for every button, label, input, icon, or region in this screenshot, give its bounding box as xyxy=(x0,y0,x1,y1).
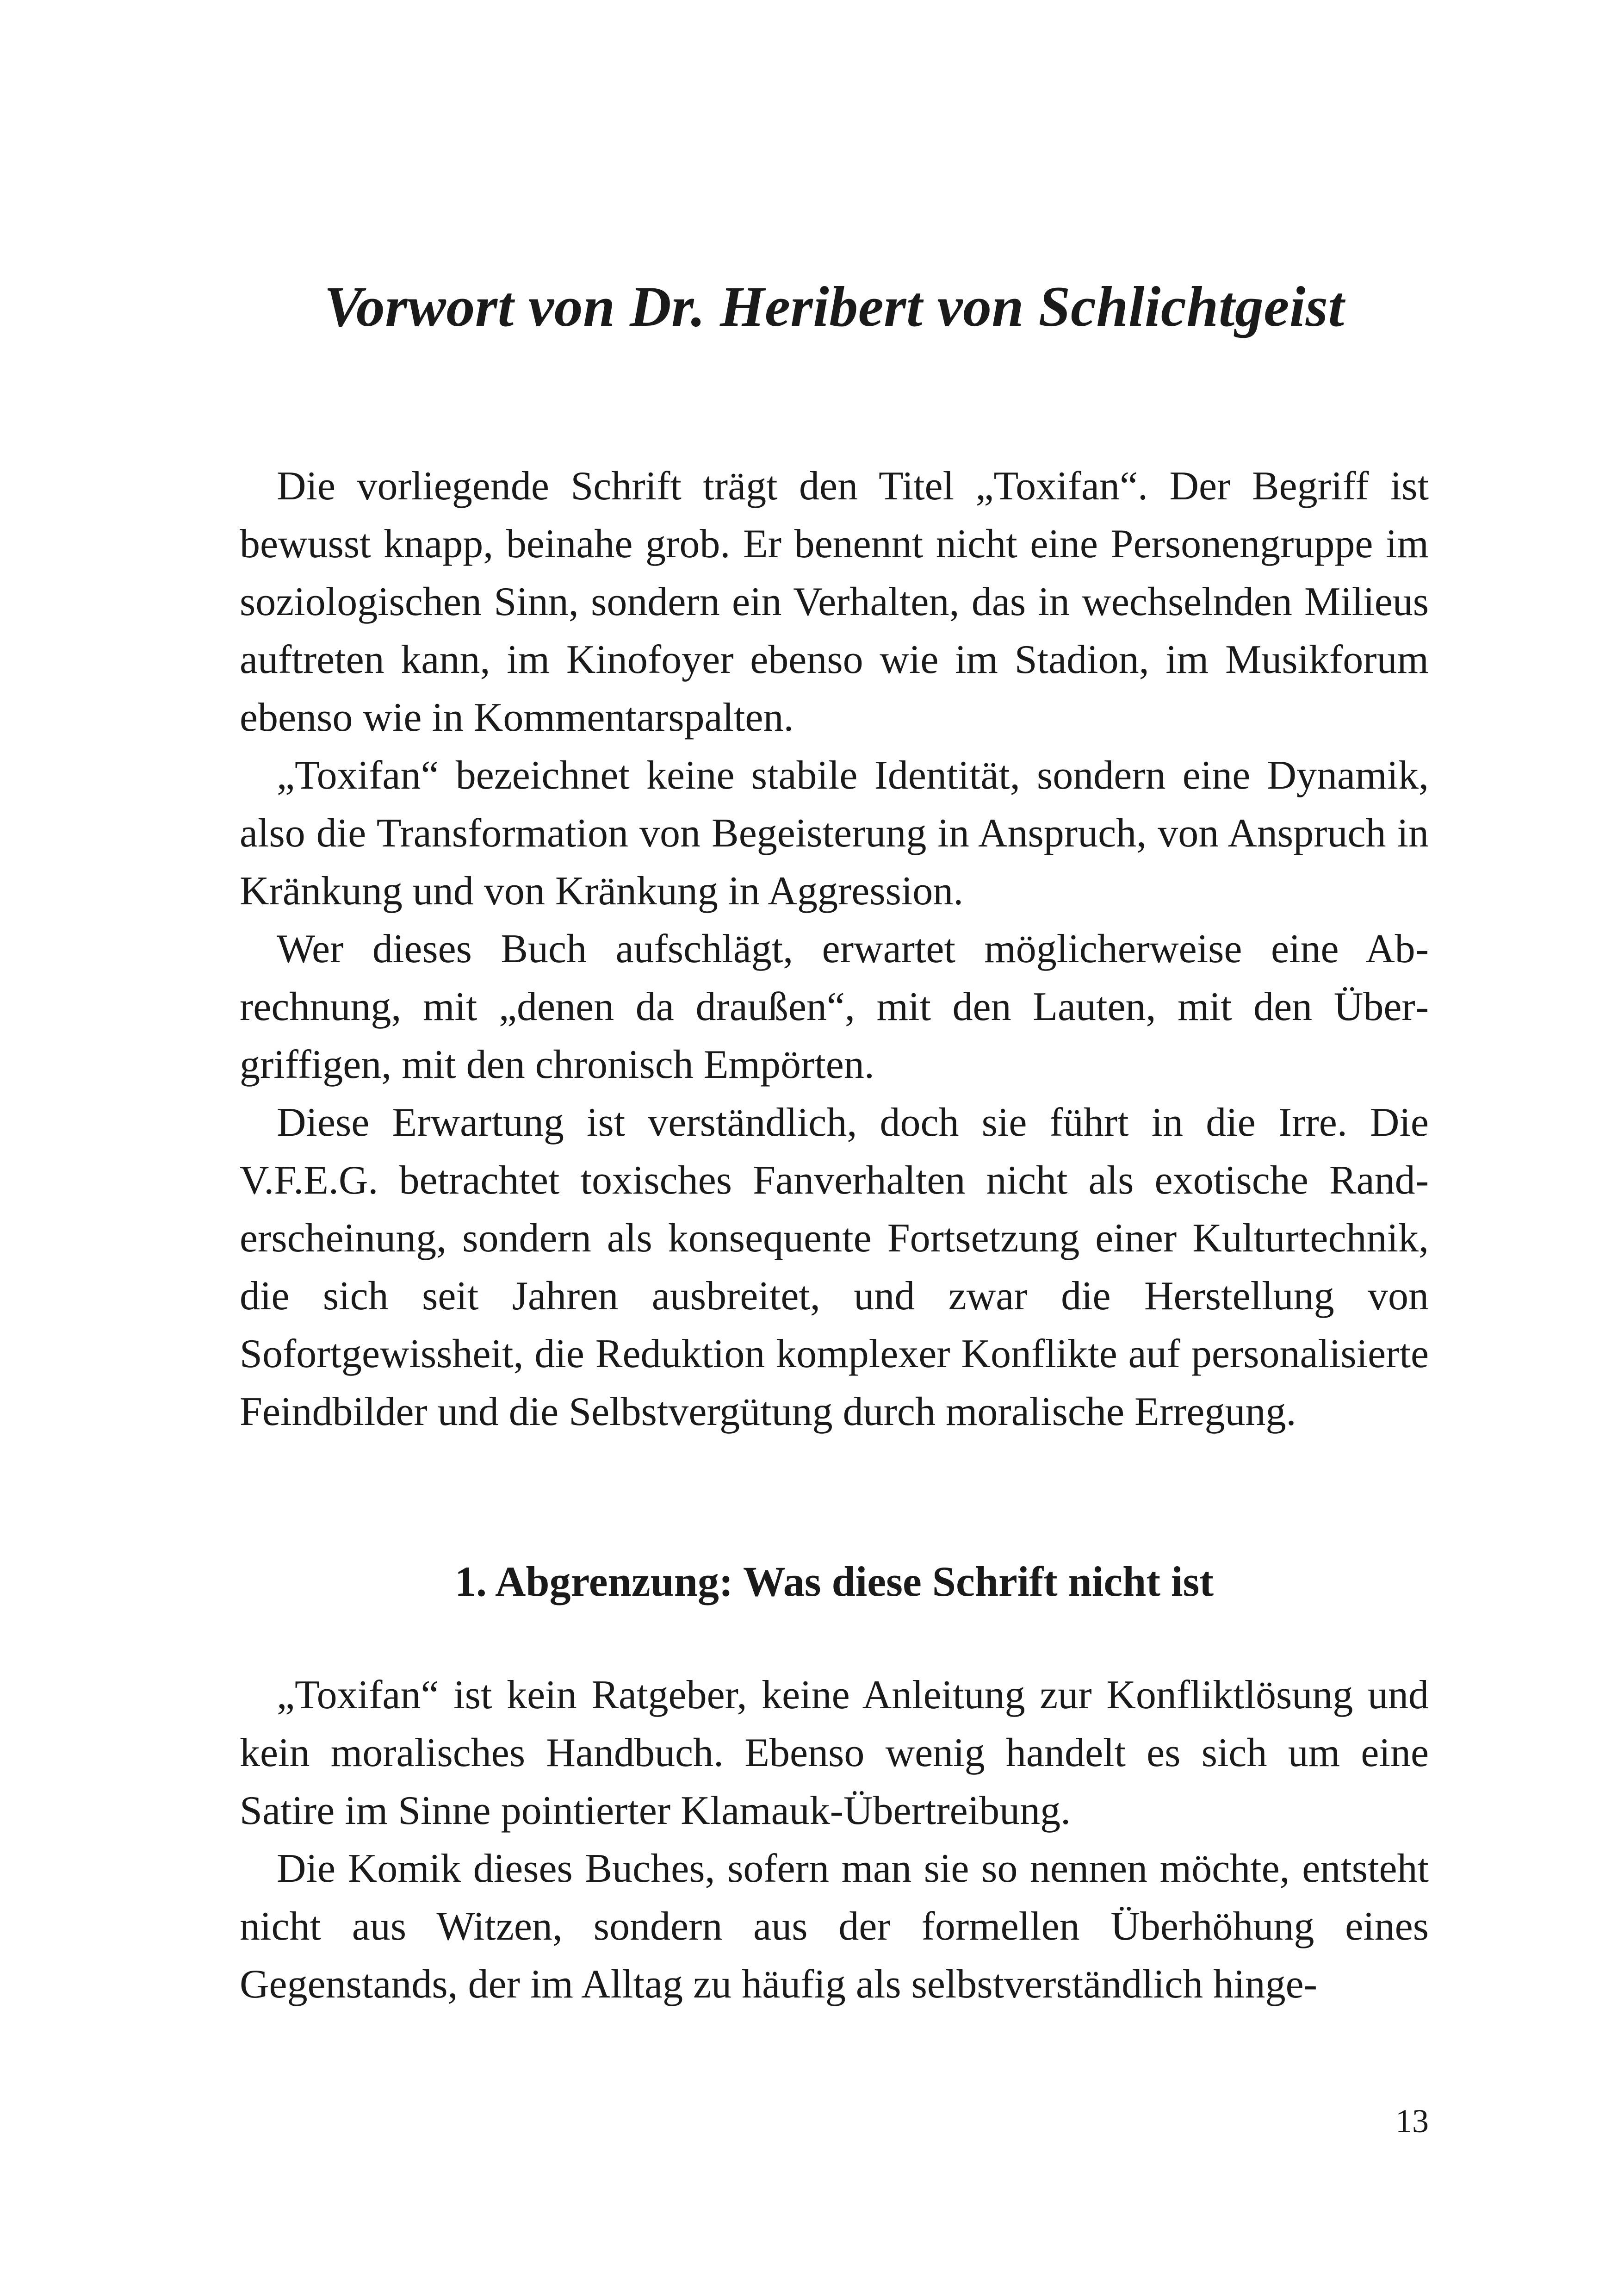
paragraph: „Toxifan“ bezeichnet keine stabile Identität, sondern eine Dynamik, also die Transformation von Begeisterung in Anspruch, von Anspruch in Kränkung und von Kränkung in Aggression. xyxy=(240,753,1429,914)
section-heading: 1. Abgrenzung: Was diese Schrift nicht ist xyxy=(455,1558,1214,1605)
intro-text xyxy=(240,457,1429,1441)
section-text xyxy=(240,1666,1429,2013)
paragraph: Wer dieses Buch aufschlägt, erwartet möglicherweise eine Abrechnung, mit „denen da draußen“, mit den Lauten, mit den Übergriffigen, mit den chronisch Empörten. xyxy=(240,927,1429,1087)
page-number: 13 xyxy=(1395,2103,1429,2140)
chapter-title: Vorwort von Dr. Heribert von Schlichtgeist xyxy=(324,275,1345,338)
paragraph: „Toxifan“ ist kein Ratgeber, keine Anleitung zur Konfliktlösung und kein moralisches Handbuch. Ebenso wenig handelt es sich um eine Satire im Sinne pointierter Klamauk-Übertreibung. xyxy=(240,1673,1429,1833)
book-page xyxy=(240,0,1429,2296)
paragraph: Diese Erwartung ist verständlich, doch sie führt in die Irre. Die V.F.E.G. betrachtet toxisches Fanverhalten nicht als exotische Randerscheinung, sondern als konsequente Fortsetzung einer Kulturtechnik, die sich seit Jahren ausbreitet, und zwar die Herstellung von Sofortgewissheit, die Reduktion komplexer Konflikte auf personalisierte Feindbilder und die Selbstvergütung durch moralische Erregung. xyxy=(240,1100,1429,1434)
paragraph: Die vorliegende Schrift trägt den Titel „Toxifan“. Der Begriff ist bewusst knapp, beinahe grob. Er benennt nicht eine Personengruppe im soziologischen Sinn, sondern ein Verhalten, das in wechselnden Milieus auftreten kann, im Kinofoyer ebenso wie im Stadion, im Musikforum ebenso wie in Kommentarspalten. xyxy=(240,464,1429,740)
paragraph: Die Komik dieses Buches, sofern man sie so nennen möchte, entsteht nicht aus Witzen, sondern aus der formellen Überhöhung eines Gegenstands, der im Alltag zu häufig als selbstverständlich hinge- xyxy=(240,1846,1429,2007)
